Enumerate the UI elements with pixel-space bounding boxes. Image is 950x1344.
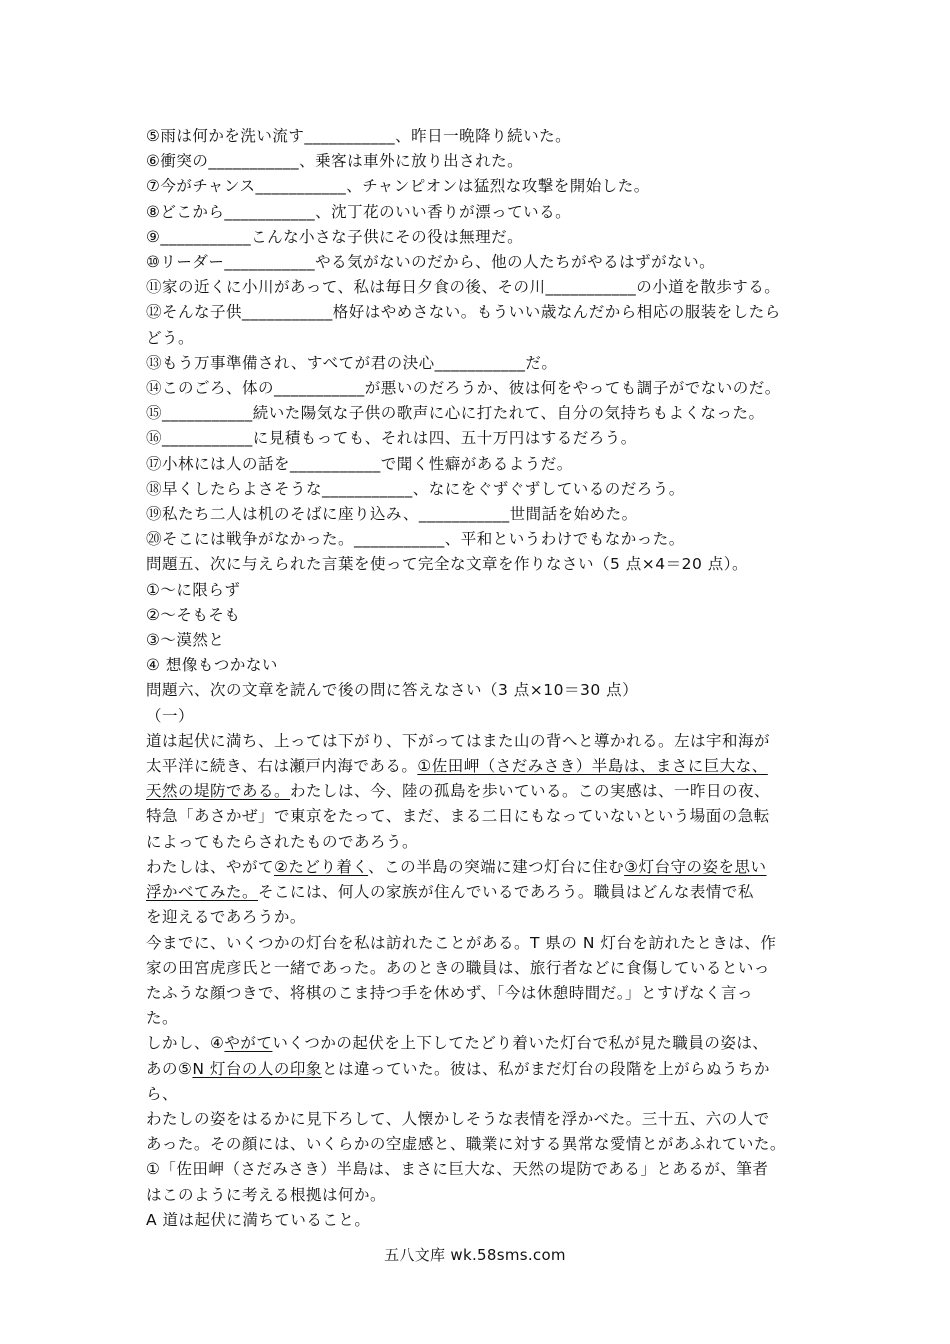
fill-in-blank-item: ⑨___________こんな小さな子供にその役は無理だ。 xyxy=(146,227,524,246)
fill-in-blank-item: ⑩リーダー___________やる気がないのだから、他の人たちがやるはずがない。 xyxy=(146,253,716,272)
passage-line: 浮かべてみた。そこには、何人の家族が住んでいるであろう。職員はどんな表情で私 xyxy=(146,883,754,902)
underlined-phrase-1: ①佐田岬（さだみさき）半島は、まさに巨大な、 xyxy=(417,757,768,776)
underlined-phrase-2: ②たどり着く xyxy=(274,857,369,876)
question-5-items xyxy=(146,578,816,679)
passage-line: しかし、④やがていくつかの起伏を上下してたどり着いた灯台で私が見た職員の姿は、 xyxy=(146,1034,769,1053)
underlined-phrase-4: やがて xyxy=(224,1034,273,1053)
question-6-heading: 問題六、次の文章を読んで後の問に答えなさい（3 点×10＝30 点） xyxy=(146,681,639,700)
footer-watermark: 五八文库 wk.58sms.com xyxy=(384,1246,566,1264)
question-1-text: ①「佐田岬（さだみさき）半島は、まさに巨大な、天然の堤防である」とあるが、筆者 xyxy=(146,1160,769,1179)
fill-in-blank-item: どう。 xyxy=(146,328,195,347)
answer-option-a: A 道は起伏に満ちていること。 xyxy=(146,1210,371,1229)
underlined-phrase-5: N 灯台の人の印象 xyxy=(192,1059,322,1078)
passage-line: を迎えるであろうか。 xyxy=(146,908,306,927)
passage-line: たふうな顔つきで、将棋のこま持つ手を休めず、「今は休憩時間だ。」とすげなく言っ xyxy=(146,983,753,1002)
passage-line: ら、 xyxy=(146,1084,179,1103)
passage-line: 太平洋に続き、右は瀬戸内海である。①佐田岬（さだみさき）半島は、まさに巨大な、 xyxy=(146,757,768,776)
underlined-phrase-3-cont: 浮かべてみた。 xyxy=(146,883,259,902)
fill-in-blank-item: ⑦今がチャンス___________、チャンピオンは猛烈な攻撃を開始した。 xyxy=(146,177,650,196)
reading-passage xyxy=(146,729,816,1157)
passage-line: 今までに、いくつかの灯台を私は訪れたことがある。T 県の N 灯台を訪れたときは、作 xyxy=(146,933,777,952)
fill-in-blank-item: ⑱早くしたらよさそうな___________、なにをぐずぐずしているのだろう。 xyxy=(146,479,685,498)
fill-in-blank-item: ⑭このごろ、体の___________が悪いのだろうか、彼は何をやっても調子がでないのだ。 xyxy=(146,379,781,398)
fill-in-blank-item: ⑫そんな子供___________格好はやめさない。もういい歳なんだから相応の服装をしたら xyxy=(146,303,781,322)
underlined-phrase-1-cont: 天然の堤防である。 xyxy=(146,782,291,801)
fill-in-blank-item: ⑲私たち二人は机のそばに座り込み、___________世間話を始めた。 xyxy=(146,505,638,524)
passage-line: あった。その顔には、いくらかの空虚感と、職業に対する異常な愛情とがあふれていた。 xyxy=(146,1135,786,1154)
fill-in-blank-item: ⑮___________続いた陽気な子供の歌声に心に打たれて、自分の気持ちもよくなった。 xyxy=(146,404,765,423)
question-4-items xyxy=(146,124,816,552)
sentence-prompt-item: ①～に限らず xyxy=(146,580,241,599)
question-5-heading: 問題五、次に与えられた言葉を使って完全な文章を作りなさい（5 点×4＝20 点）。 xyxy=(146,555,749,574)
passage-line: わたしの姿をはるかに見下ろして、人懐かしそうな表情を浮かべた。三十五、六の人で xyxy=(146,1109,770,1128)
passage-line: によってもたらされたものであろう。 xyxy=(146,832,419,851)
passage-line: た。 xyxy=(146,1009,179,1028)
passage-line: 家の田宮虎彦氏と一緒であった。あのときの職員は、旅行者などに食傷しているといっ xyxy=(146,958,770,977)
question-1-text-cont: はこのように考える根拠は何か。 xyxy=(146,1185,387,1204)
section-label: （一） xyxy=(146,706,195,725)
passage-line: 特急「あさかぜ」で東京をたって、まだ、まる二日にもなっていないという場面の急転 xyxy=(146,807,770,826)
underlined-phrase-3: ③灯台守の姿を思い xyxy=(624,857,767,876)
fill-in-blank-item: ⑥衝突の___________、乗客は車外に放り出された。 xyxy=(146,152,524,171)
sentence-prompt-item: ④ 想像もつかない xyxy=(146,656,278,675)
passage-line: 天然の堤防である。わたしは、今、陸の孤島を歩いている。この実感は、一昨日の夜、 xyxy=(146,782,771,801)
fill-in-blank-item: ⑳そこには戦争がなかった。___________、平和というわけでもなかった。 xyxy=(146,530,685,549)
fill-in-blank-item: ⑰小林には人の話を___________で聞く性癖があるようだ。 xyxy=(146,454,573,473)
sentence-prompt-item: ②～そもそも xyxy=(146,605,241,624)
sentence-prompt-item: ③～漠然と xyxy=(146,631,225,650)
passage-line: あの⑤N 灯台の人の印象とは違っていた。彼は、私がまだ灯台の段階を上がらぬうちか xyxy=(146,1059,770,1078)
fill-in-blank-item: ⑬もう万事準備され、すべてが君の決心___________だ。 xyxy=(146,353,558,372)
passage-line: わたしは、やがて②たどり着く、この半島の突端に建つ灯台に住む③灯台守の姿を思い xyxy=(146,857,767,876)
fill-in-blank-item: ⑪家の近くに小川があって、私は毎日夕食の後、その川___________の小道を散歩する。 xyxy=(146,278,781,297)
document-body xyxy=(146,124,816,1233)
fill-in-blank-item: ⑤雨は何かを洗い流す___________、昨日一晩降り続いた。 xyxy=(146,127,572,145)
fill-in-blank-item: ⑯___________に見積もっても、それは四、五十万円はするだろう。 xyxy=(146,429,637,448)
fill-in-blank-item: ⑧どこから___________、沈丁花のいい香りが漂っている。 xyxy=(146,202,572,221)
passage-line: 道は起伏に満ち、上っては下がり、下がってはまた山の背へと導かれる。左は宇和海が xyxy=(146,731,771,750)
